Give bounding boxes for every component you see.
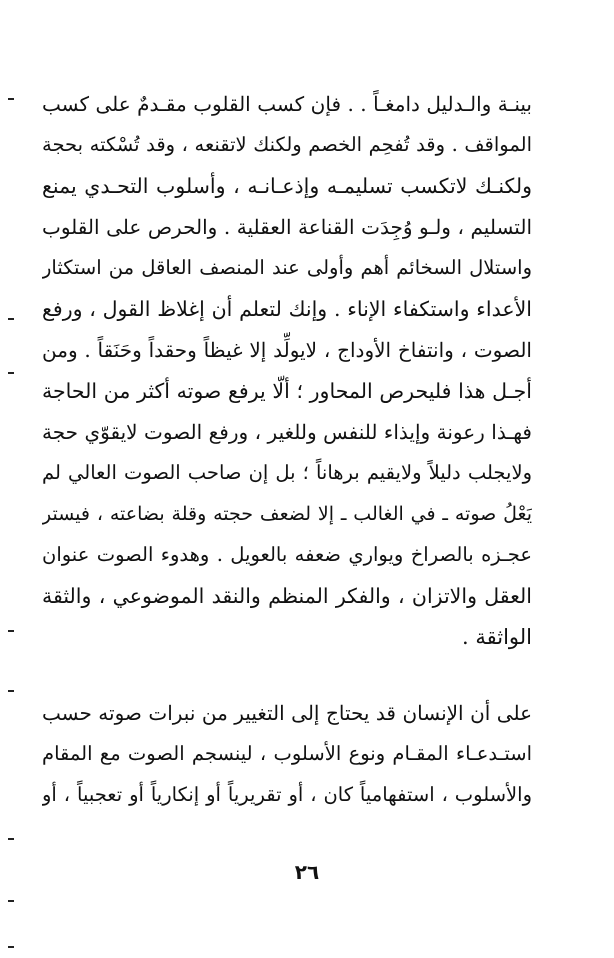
text-line: فهـذا رعونة وإيذاء للنفس وللغير ، ورفع الصوت لايقوّي حجة: [42, 420, 532, 444]
text-line: أجـل هذا فليحرص المحاور ؛ ألّا يرفع صوته أكثر من الحاجة: [42, 379, 532, 403]
margin-mark: [8, 372, 14, 374]
text-line: ولكنـك لاتكسب تسليمـه وإذعـانـه ، وأسلوب التحـدي يمنع: [42, 174, 532, 198]
text-line: الصوت ، وانتفاخ الأوداج ، لايولِّد إلا غيظاً وحقداً وحَنَقاً . ومن: [42, 338, 532, 362]
margin-mark: [8, 946, 14, 948]
margin-mark: [8, 900, 14, 902]
margin-mark: [8, 690, 14, 692]
text-line: ولايجلب دليلاً ولايقيم برهاناً ؛ بل إن صاحب الصوت العالي لم: [42, 461, 532, 484]
text-line: عجـزه بالصراخ ويواري ضعفه بالعويل . وهدوء الصوت عنوان: [42, 543, 532, 566]
text-line: بينـة والـدليل دامغـاً . . فإن كسب القلوب مقـدمٌ على كسب: [42, 92, 532, 116]
page-number: ٢٦: [294, 860, 320, 884]
text-line: الأعداء واستكفاء الإناء . وإنك لتعلم أن إغلاظ القول ، ورفع: [42, 297, 532, 321]
text-line: المواقف . وقد تُفحِم الخصم ولكنك لاتقنعه ، وقد تُسْكته بحجة: [42, 133, 532, 156]
text-line: على أن الإنسان قد يحتاج إلى التغيير من نبرات صوته حسب: [42, 701, 532, 725]
text-line: التسليم ، ولـو وُجِدَت القناعة العقلية . والحرص على القلوب: [42, 215, 532, 239]
text-line: الواثقة .: [462, 625, 532, 649]
text-line: يَعْلُ صوته ـ في الغالب ـ إلا لضعف حجته وقلة بضاعته ، فيستر: [42, 503, 532, 525]
margin-mark: [8, 838, 14, 840]
text-line: واستلال السخائم أهم وأولى عند المنصف العاقل من استكثار: [42, 256, 532, 279]
text-line: العقل والاتزان ، والفكر المنظم والنقد الموضوعي ، والثقة: [42, 584, 532, 608]
margin-mark: [8, 630, 14, 632]
text-line: والأسلوب ، استفهامياً كان ، أو تقريرياً أو إنكارياً أو تعجبياً ، أو: [42, 783, 532, 806]
text-line: استـدعـاء المقـام ونوع الأسلوب ، لينسجم الصوت مع المقام: [42, 742, 532, 765]
margin-mark: [8, 98, 14, 100]
margin-mark: [8, 318, 14, 320]
